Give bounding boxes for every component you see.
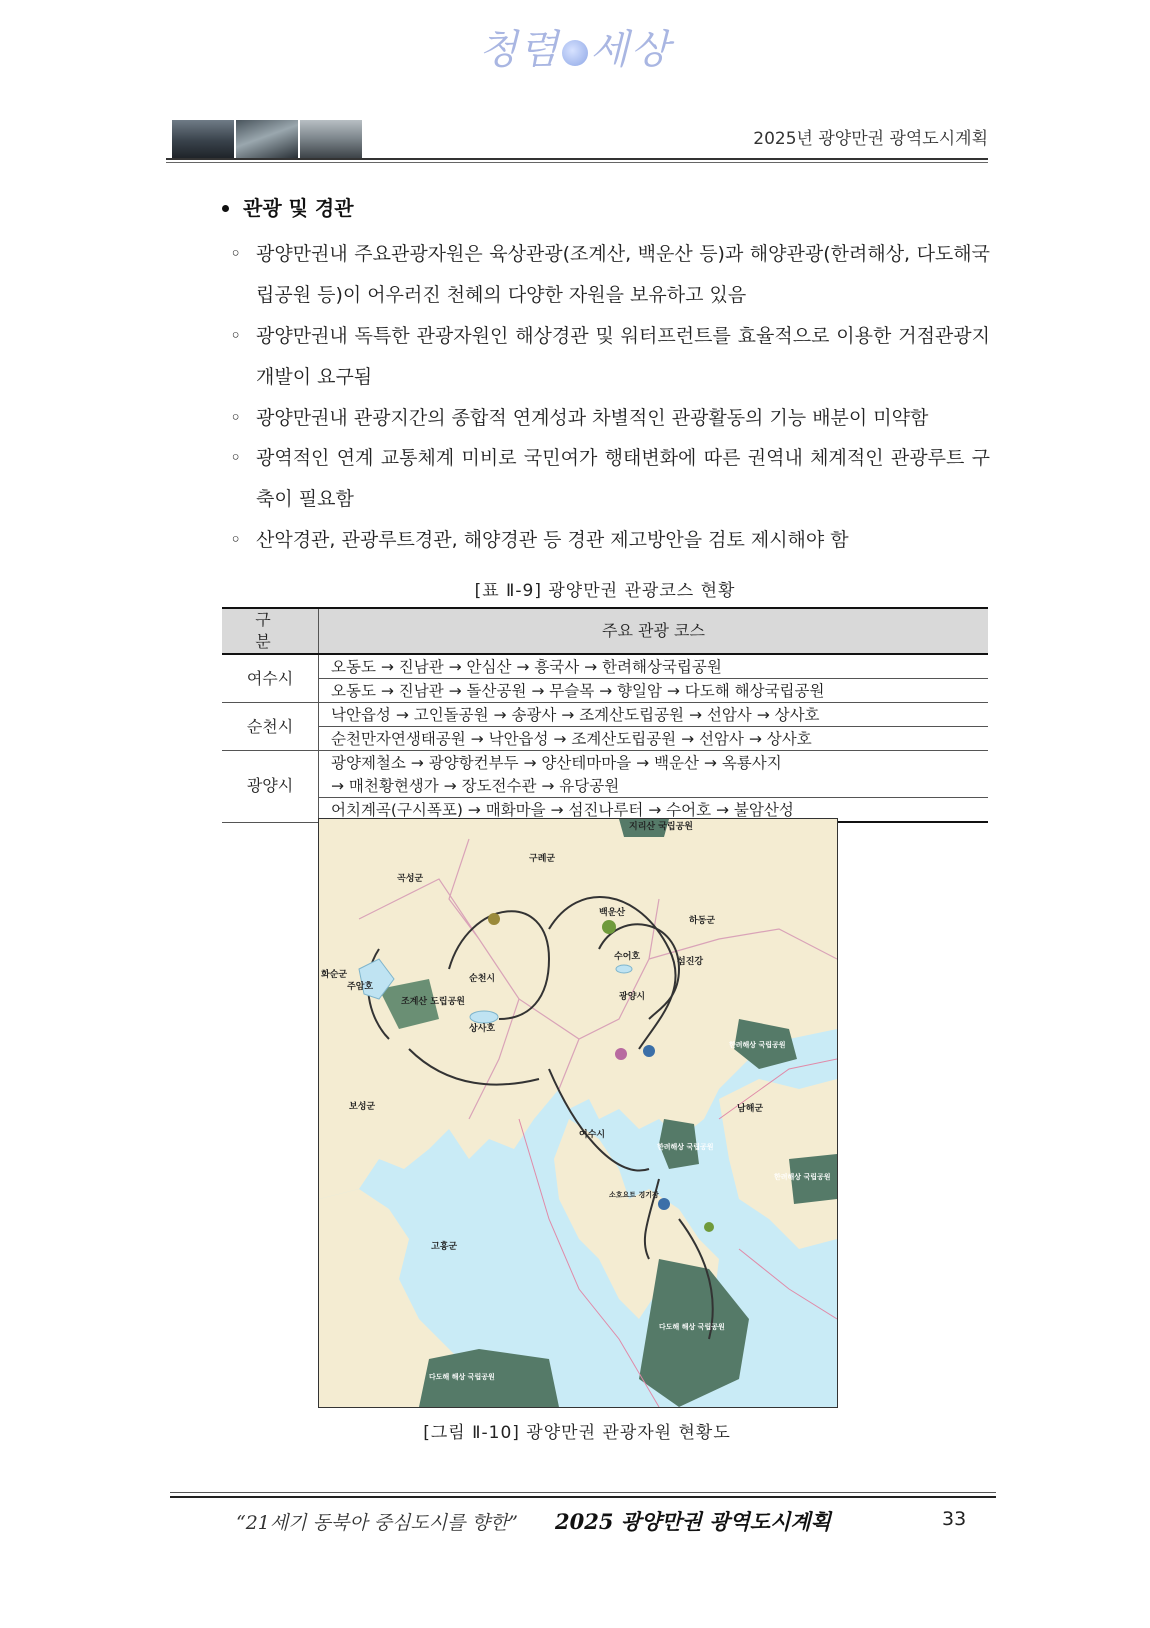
header-photo-3 bbox=[300, 120, 362, 158]
header-photo-1 bbox=[172, 120, 234, 158]
header-title: 2025년 광양만권 광역도시계획 bbox=[753, 129, 988, 149]
table-cell-course: 광양제철소 → 광양항컨부두 → 양산테마마을 → 백운산 → 옥룡사지 bbox=[331, 753, 782, 772]
circle-bullet-icon: ◦ bbox=[230, 243, 242, 265]
table-header-course: 주요 관광 코스 bbox=[319, 608, 989, 654]
header-rule-thin bbox=[166, 162, 988, 163]
table-cell-course: → 매천황현생가 → 장도전수관 → 유당공원 bbox=[319, 774, 989, 798]
footer-plan-title: 2025 광양만권 광역도시계획 bbox=[555, 1509, 831, 1534]
table-row bbox=[222, 727, 988, 751]
section-title bbox=[222, 192, 354, 221]
logo-text-1: 청렴 bbox=[478, 27, 560, 73]
list-item-text: 광양만권내 독특한 관광자원인 해상경관 및 워터프런트를 효율적으로 이용한 거점관광지 개발이 요구됨 bbox=[256, 325, 990, 388]
header-photo-strip bbox=[172, 120, 362, 158]
header-rule bbox=[166, 158, 988, 160]
logo-text-2: 세상 bbox=[590, 27, 672, 73]
map-label-sueoho: 수어호 bbox=[614, 952, 641, 962]
table-cell-city: 광양시 bbox=[222, 751, 319, 823]
logo-emblem-icon bbox=[562, 40, 588, 66]
table-cell-city: 여수시 bbox=[222, 654, 319, 703]
table-row bbox=[222, 703, 988, 727]
map-mountain-icon bbox=[602, 920, 616, 934]
logo bbox=[0, 18, 1150, 75]
map-label-yacht: 소호요트 경기장 bbox=[609, 1191, 659, 1199]
circle-bullet-icon: ◦ bbox=[230, 529, 242, 551]
list-item bbox=[230, 438, 990, 520]
footer-rule bbox=[170, 1496, 996, 1498]
footer-rule-thin bbox=[170, 1492, 996, 1493]
circle-bullet-icon: ◦ bbox=[230, 325, 242, 347]
map-label-sangsaho: 상사호 bbox=[469, 1024, 496, 1034]
table-cell-course: 낙안읍성 → 고인돌공원 → 송광사 → 조계산도립공원 → 선암사 → 상사호 bbox=[319, 703, 989, 727]
footer-slogan: “21세기 동북아 중심도시를 향한” bbox=[236, 1512, 518, 1534]
circle-bullet-icon: ◦ bbox=[230, 407, 242, 429]
list-item bbox=[230, 520, 990, 561]
map-temple-icon bbox=[488, 913, 500, 925]
map-label-yeosu: 여수시 bbox=[579, 1130, 606, 1140]
table-row bbox=[222, 654, 988, 679]
map-label-suncheon: 순천시 bbox=[469, 974, 496, 984]
map-label-gwangyang: 광양시 bbox=[619, 992, 646, 1002]
map-svg bbox=[319, 819, 837, 1407]
map-factory-icon bbox=[615, 1048, 627, 1060]
map-lake-sueo bbox=[616, 965, 632, 973]
map-label-dadohae-2: 다도해 해상 국립공원 bbox=[429, 1373, 495, 1381]
map-label-jogyesan: 조계산 도립공원 bbox=[401, 997, 465, 1007]
list-item bbox=[230, 234, 990, 316]
map-label-namhae: 남해군 bbox=[737, 1104, 764, 1114]
map-ship-icon bbox=[643, 1045, 655, 1057]
list-item-text: 광양만권내 주요관광자원은 육상관광(조계산, 백운산 등)과 해양관광(한려해상, 다도해국립공원 등)이 어우러진 천혜의 다양한 자원을 보유하고 있음 bbox=[256, 243, 990, 306]
list-item bbox=[230, 398, 990, 439]
map-label-jugamho: 주암호 bbox=[347, 982, 374, 992]
map-label-hadong: 하동군 bbox=[689, 916, 716, 926]
table-header-category: 구 분 bbox=[222, 608, 319, 654]
map-lake-sangsa bbox=[470, 1011, 498, 1023]
map-label-goheung: 고흥군 bbox=[431, 1242, 458, 1252]
list-item-text: 광역적인 연계 교통체계 미비로 국민여가 행태변화에 따른 권역내 체계적인 관광루트 구축이 필요함 bbox=[256, 447, 990, 510]
table-header-row bbox=[222, 608, 988, 654]
tourism-resource-map bbox=[318, 818, 838, 1408]
table-row bbox=[222, 774, 988, 798]
map-label-baegunsan: 백운산 bbox=[599, 908, 626, 918]
page-number: 33 bbox=[942, 1508, 967, 1530]
section-title-text: 관광 및 경관 bbox=[243, 196, 354, 220]
map-label-gurye: 구례군 bbox=[529, 854, 556, 864]
tour-course-table bbox=[222, 607, 988, 823]
table-cell-course: 오동도 → 진남관 → 안심산 → 흥국사 → 한려해상국립공원 bbox=[319, 654, 989, 679]
map-label-hallyeo-1: 한려해상 국립공원 bbox=[729, 1041, 786, 1049]
list-item-text: 광양만권내 관광지간의 종합적 연계성과 차별적인 관광활동의 기능 배분이 미약함 bbox=[256, 407, 929, 429]
circle-bullet-icon: ◦ bbox=[230, 447, 242, 469]
map-label-boseong: 보성군 bbox=[349, 1102, 376, 1112]
map-label-seomjingang: 섬진강 bbox=[677, 957, 704, 967]
header-photo-2 bbox=[236, 120, 298, 158]
map-label-hallyeo-2: 한려해상 국립공원 bbox=[657, 1143, 714, 1151]
map-attraction-icon bbox=[704, 1222, 714, 1232]
figure-caption: [그림 Ⅱ-10] 광양만권 관광자원 현황도 bbox=[423, 1423, 731, 1443]
map-label-jirisan: 지리산 국립공원 bbox=[629, 822, 693, 832]
table-row bbox=[222, 679, 988, 703]
map-label-gokseong: 곡성군 bbox=[397, 874, 424, 884]
table-caption: [표 Ⅱ-9] 광양만권 관광코스 현황 bbox=[474, 581, 736, 601]
map-yacht-icon bbox=[658, 1198, 670, 1210]
list-item bbox=[230, 316, 990, 398]
table-cell-course: 오동도 → 진남관 → 돌산공원 → 무슬목 → 향일암 → 다도해 해상국립공원 bbox=[319, 679, 989, 703]
map-label-dadohae-1: 다도해 해상 국립공원 bbox=[659, 1323, 725, 1331]
table-cell-course: 어치계곡(구시폭포) → 매화마을 → 섬진나루터 → 수어호 → 불암산성 bbox=[319, 798, 989, 823]
table-cell-course: 순천만자연생태공원 → 낙안읍성 → 조계산도립공원 → 선암사 → 상사호 bbox=[319, 727, 989, 751]
map-label-hwasun: 화순군 bbox=[321, 970, 348, 980]
map-label-hallyeo-3: 한려해상 국립공원 bbox=[774, 1173, 831, 1181]
table-cell-city: 순천시 bbox=[222, 703, 319, 751]
list-item-text: 산악경관, 관광루트경관, 해양경관 등 경관 제고방안을 검토 제시해야 함 bbox=[256, 529, 849, 551]
table-row bbox=[222, 751, 988, 775]
bullet-icon bbox=[222, 205, 229, 212]
